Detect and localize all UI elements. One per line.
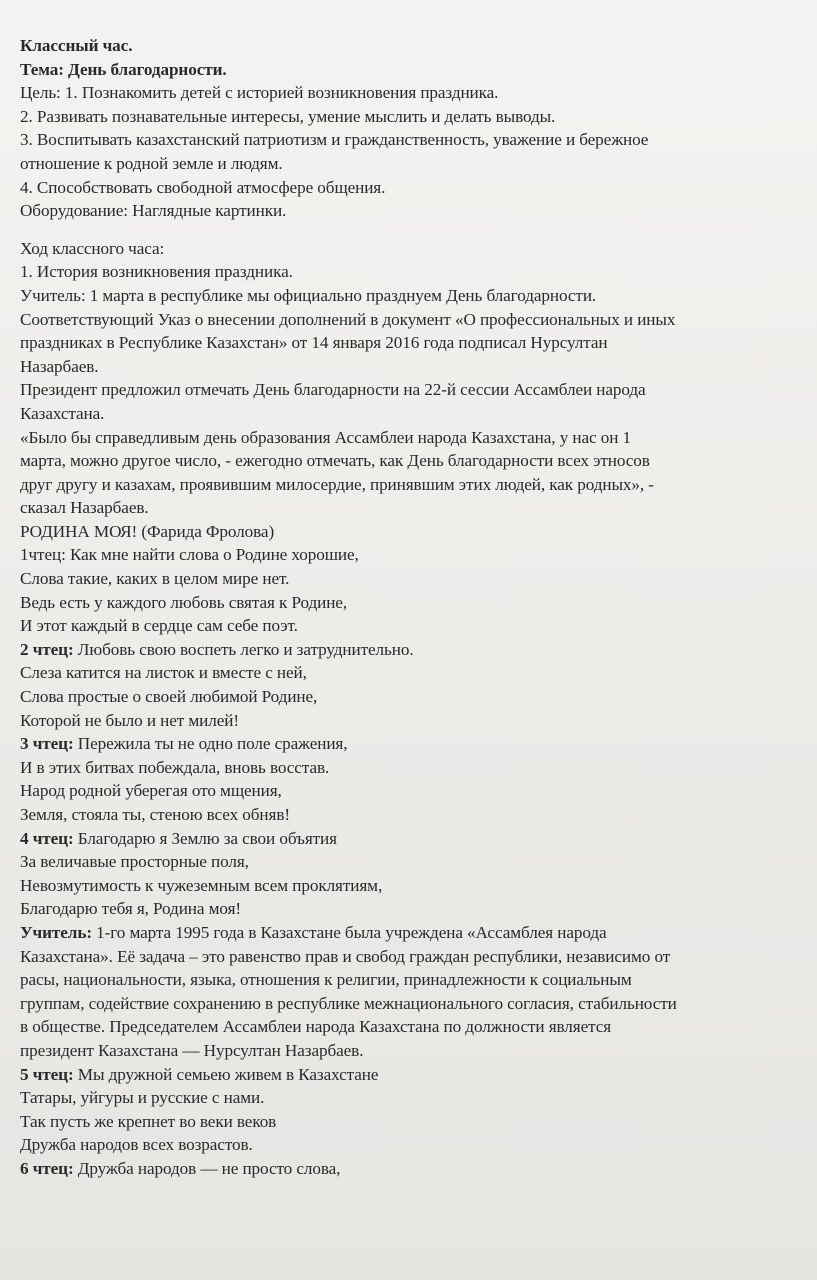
poem-text: Дружба народов — не просто слова, [73,1158,341,1178]
body-line: праздниках в Республике Казахстан» от 14 января 2016 года подписал Нурсултан [20,333,608,353]
poem-line: Слова такие, каких в целом мире нет. [20,569,290,589]
poem-line: Так пусть же крепнет во веки веков [20,1111,277,1131]
teacher-label: Учитель: [20,922,92,942]
poem-text: Любовь свою воспеть легко и затруднительно. [73,639,414,659]
poem-text: Пережила ты не одно поле сражения, [73,734,348,754]
poem-line: Земля, стояла ты, стеною всех обняв! [20,805,290,824]
poem-line: Народ родной уберегая ото мщения, [20,781,282,801]
poem-line: И в этих битвах побеждала, вновь восстав. [20,757,330,777]
poem-line: Которой не было и нет милей! [20,710,239,730]
poem-line [20,1157,810,1181]
body-line: Назарбаев. [20,356,99,376]
equipment-line: Оборудование: Наглядные картинки. [20,201,287,221]
body-line: 1. История возникновения праздника. [20,262,293,282]
body-line: Казахстана. [20,403,105,423]
teacher-line: президент Казахстана — Нурсултан Назарбаев. [20,1040,364,1060]
poem-line [20,827,810,851]
poem-line: Невозмутимость к чужеземным всем проклятиям, [20,875,383,895]
document-title: Классный час. [20,36,133,55]
body-line: Учитель: 1 марта в республике мы официально празднуем День благодарности. [20,285,597,305]
poem-line: И этот каждый в сердце сам себе поэт. [20,616,298,636]
teacher-line: Казахстана». Её задача – это равенство прав и свобод граждан республики, независимо от [20,946,671,966]
goal-line: 3. Воспитывать казахстанский патриотизм и гражданственность, уважение и бережное [20,130,649,150]
goal-line: отношение к родной земле и людям. [20,153,283,173]
goal-line: 2. Развивать познавательные интересы, умение мыслить и делать выводы. [20,106,556,126]
reader-label: 3 чтец: [20,734,74,754]
body-line: Президент предложил отмечать День благодарности на 22-й сессии Ассамблеи народа [20,380,646,400]
poem-line: Ведь есть у каждого любовь святая к Родине, [20,592,348,612]
reader-label: 5 чтец: [20,1064,74,1084]
teacher-line: в обществе. Председателем Ассамблеи народа Казахстана по должности является [20,1017,612,1037]
poem-line: Слеза катится на листок и вместе с ней, [20,663,307,683]
reader-label: 2 чтец: [20,639,74,659]
poem-line [20,732,810,756]
poem-text: Мы дружной семьею живем в Казахстане [73,1064,379,1084]
body-line: Ход классного часа: [20,238,165,258]
poem-line [20,638,810,662]
body-line: друг другу и казахам, проявившим милосердие, принявшим этих людей, как родных», - [20,474,654,494]
poem-text: Благодарю я Землю за свои объятия [73,828,337,848]
poem-title: РОДИНА МОЯ! (Фарида Фролова) [20,521,275,541]
goal-line: Цель: 1. Познакомить детей с историей возникновения праздника. [20,83,499,103]
body-line: сказал Назарбаев. [20,498,149,518]
document-text [20,34,810,1181]
poem-line: 1чтец: Как мне найти слова о Родине хорошие, [20,545,359,565]
poem-line: Татары, уйгуры и русские с нами. [20,1088,265,1108]
goal-line: 4. Способствовать свободной атмосфере общения. [20,177,386,197]
poem-line: За величавые просторные поля, [20,852,249,872]
teacher-text: 1-го марта 1995 года в Казахстане была учреждена «Ассамблея народа [91,922,607,942]
teacher-line [20,921,810,945]
teacher-line: группам, содействие сохранению в республике межнационального согласия, стабильности [20,993,677,1013]
body-line: марта, можно другое число, - ежегодно отмечать, как День благодарности всех этносов [20,451,650,471]
reader-label: 6 чтец: [20,1158,74,1178]
body-line: Соответствующий Указ о внесении дополнений в документ «О профессиональных и иных [20,309,676,329]
paragraph-gap [20,223,810,237]
body-line: «Было бы справедливым день образования Ассамблеи народа Казахстана, у нас он 1 [20,427,632,447]
poem-line: Дружба народов всех возрастов. [20,1135,253,1155]
teacher-line: расы, национальности, языка, отношения к религии, принадлежности к социальным [20,970,632,990]
poem-line: Благодарю тебя я, Родина моя! [20,899,241,919]
poem-line: Слова простые о своей любимой Родине, [20,687,318,707]
poem-line [20,1063,810,1087]
reader-label: 4 чтец: [20,828,74,848]
lesson-topic: Тема: День благодарности. [20,59,227,79]
